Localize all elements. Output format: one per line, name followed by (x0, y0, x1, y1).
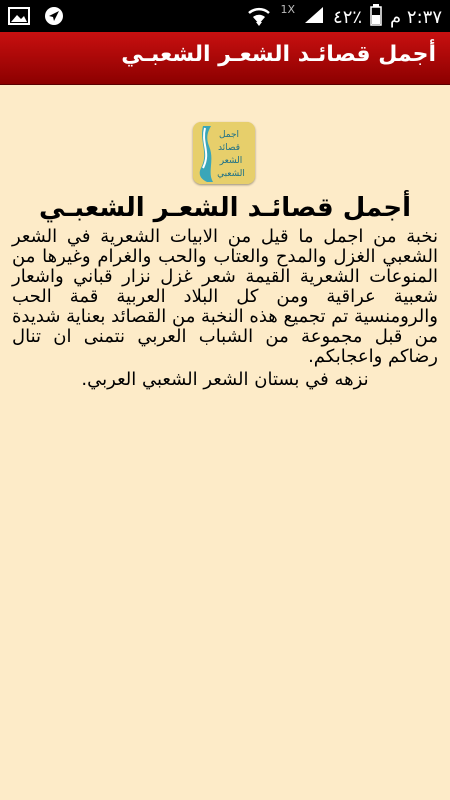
signal-icon (303, 5, 325, 29)
app-bar (0, 32, 450, 85)
network-label: 1X (280, 2, 296, 16)
navigation-icon (44, 6, 64, 30)
image-icon (8, 7, 30, 29)
main-content (0, 85, 450, 800)
app-title: أجمل قصائـد الشعـر الشعبـي (121, 42, 436, 67)
logo-text-3: الشعر (219, 156, 243, 166)
logo-text-4: الشعبي (217, 169, 245, 179)
status-bar (0, 0, 450, 32)
logo-text-2: قصائد (217, 143, 241, 153)
clock: ٢:٣٧ م (390, 6, 442, 28)
tagline-paragraph: نزهه في بستان الشعر الشعبي العربي. (81, 369, 369, 390)
battery-percent: ٤٢٪ (333, 6, 363, 28)
page-heading: أجمل قصائـد الشعـر الشعبـي (39, 193, 411, 223)
battery-icon (370, 4, 382, 30)
app-logo-icon (193, 122, 255, 184)
description-paragraph: نخبة من اجمل ما قيل من الابيات الشعرية في الشعر الشعبي الغزل والمدح والعتاب والحب والغرام وغيرها من المنوعات الشعرية القيمة شعر غزل نزار قباني واشعار شعبية عراقية ومن كل البلاد العربية قمة الحب والرومنسية تم تجميع هذه النخبة من القصائد بعناية شديدة من قبل مجموعة من الشباب العربي نتمنى ان تنال رضاكم واعجابكم. (12, 226, 438, 367)
logo-text-1: اجمل (218, 130, 240, 140)
wifi-icon (246, 4, 272, 30)
